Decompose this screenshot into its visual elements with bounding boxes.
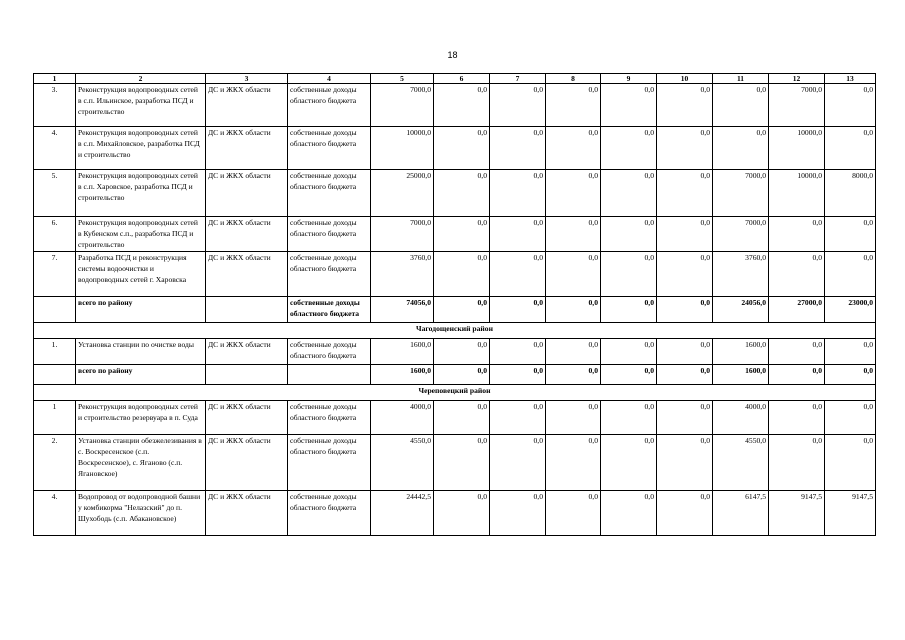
table-cell: 0,0 — [657, 339, 713, 365]
table-cell: собственные доходы областного бюджета — [288, 491, 371, 536]
table-cell: 24056,0 — [713, 297, 769, 323]
table-cell: 3. — [34, 84, 76, 127]
table-cell: 0,0 — [490, 401, 546, 435]
table-cell: 0,0 — [490, 127, 546, 170]
header-cell: 1 — [34, 74, 76, 84]
header-cell: 2 — [76, 74, 206, 84]
table-row — [34, 217, 876, 252]
table-cell: 4000,0 — [713, 401, 769, 435]
table-cell: 0,0 — [657, 252, 713, 297]
table-cell: 0,0 — [434, 401, 490, 435]
table-cell: 0,0 — [490, 217, 546, 252]
total-row — [34, 365, 876, 385]
table-cell: 24442,5 — [371, 491, 434, 536]
table-cell: 7000,0 — [713, 170, 769, 217]
section-title: Череповецкий район — [34, 385, 876, 401]
table-cell: Реконструкция водопроводных сетей в с.п. Харовское, разработка ПСД и строительство — [76, 170, 206, 217]
table-cell: 0,0 — [825, 339, 876, 365]
table-cell: 2. — [34, 435, 76, 491]
table-cell: 10000,0 — [371, 127, 434, 170]
header-cell: 7 — [490, 74, 546, 84]
table-cell: 1600,0 — [371, 339, 434, 365]
table-cell: 0,0 — [546, 170, 601, 217]
table-cell — [34, 297, 76, 323]
table-cell: 1600,0 — [713, 339, 769, 365]
table-row — [34, 435, 876, 491]
table-cell: 6. — [34, 217, 76, 252]
table-cell: 1 — [34, 401, 76, 435]
table-cell: 0,0 — [601, 339, 657, 365]
table-cell: собственные доходы областного бюджета — [288, 84, 371, 127]
table-cell: 0,0 — [601, 252, 657, 297]
table-cell: собственные доходы областного бюджета — [288, 339, 371, 365]
table-cell: Реконструкция водопроводных сетей в с.п. Михайловское, разработка ПСД и строительство — [76, 127, 206, 170]
table-cell — [288, 365, 371, 385]
table-cell: собственные доходы областного бюджета — [288, 401, 371, 435]
page-number: 18 — [447, 50, 458, 60]
table-cell: 4. — [34, 491, 76, 536]
table-cell: 7000,0 — [713, 217, 769, 252]
table-cell: 0,0 — [490, 435, 546, 491]
table-row — [34, 401, 876, 435]
table-cell: 7000,0 — [371, 84, 434, 127]
table-cell: 0,0 — [601, 217, 657, 252]
table-cell — [206, 365, 288, 385]
header-cell: 11 — [713, 74, 769, 84]
table-cell: 0,0 — [434, 297, 490, 323]
table-cell: 1. — [34, 339, 76, 365]
table-cell: 3760,0 — [713, 252, 769, 297]
table-cell: 0,0 — [434, 217, 490, 252]
table-cell: Установка станции обезжелезивания в с. Воскресенское (с.п. Воскресенское), с. Яганово (с.п. Ягановское) — [76, 435, 206, 491]
table-cell: 25000,0 — [371, 170, 434, 217]
table-cell: 0,0 — [657, 435, 713, 491]
table-row — [34, 339, 876, 365]
table-cell: 10000,0 — [769, 170, 825, 217]
table-cell: 3760,0 — [371, 252, 434, 297]
table-cell: 0,0 — [713, 127, 769, 170]
table-cell: 0,0 — [769, 217, 825, 252]
table-cell: всего по району — [76, 297, 206, 323]
table-cell: 0,0 — [825, 84, 876, 127]
table-cell: Реконструкция водопроводных сетей в с.п. Ильинское, разработка ПСД и строительство — [76, 84, 206, 127]
table-cell: 0,0 — [434, 84, 490, 127]
table-cell: Реконструкция водопроводных сетей и строительство резервуара в п. Суда — [76, 401, 206, 435]
table-cell: 8000,0 — [825, 170, 876, 217]
table-cell: 0,0 — [546, 365, 601, 385]
table-cell: собственные доходы областного бюджета — [288, 217, 371, 252]
table-cell: 0,0 — [657, 491, 713, 536]
header-cell: 10 — [657, 74, 713, 84]
table-cell: 0,0 — [601, 84, 657, 127]
table-cell: 0,0 — [769, 365, 825, 385]
table-cell: 0,0 — [490, 365, 546, 385]
table-cell: 0,0 — [825, 252, 876, 297]
table-cell: 0,0 — [434, 435, 490, 491]
table-cell: 0,0 — [434, 491, 490, 536]
table-cell: 4550,0 — [371, 435, 434, 491]
table-cell: 10000,0 — [769, 127, 825, 170]
table-cell: 0,0 — [434, 127, 490, 170]
table-cell: 0,0 — [490, 339, 546, 365]
table-cell: всего по району — [76, 365, 206, 385]
table-cell: 27000,0 — [769, 297, 825, 323]
header-cell: 5 — [371, 74, 434, 84]
table-row — [34, 252, 876, 297]
table-cell: собственные доходы областного бюджета — [288, 127, 371, 170]
section-title: Чагодощенский район — [34, 323, 876, 339]
header-cell: 8 — [546, 74, 601, 84]
table-cell: 9147,5 — [769, 491, 825, 536]
table-cell: 0,0 — [657, 297, 713, 323]
table-cell: 23000,0 — [825, 297, 876, 323]
table-cell: собственные доходы областного бюджета — [288, 297, 371, 323]
table-cell: 0,0 — [601, 491, 657, 536]
table-cell: 0,0 — [601, 127, 657, 170]
table-cell: 0,0 — [490, 297, 546, 323]
table-cell: 0,0 — [490, 252, 546, 297]
table-cell — [206, 297, 288, 323]
table-row — [34, 127, 876, 170]
table-cell: 0,0 — [546, 252, 601, 297]
table-cell: 0,0 — [434, 365, 490, 385]
header-cell: 9 — [601, 74, 657, 84]
table-cell: ДС и ЖКХ области — [206, 127, 288, 170]
table-cell: 1600,0 — [371, 365, 434, 385]
table-cell: 6147,5 — [713, 491, 769, 536]
header-row — [34, 74, 876, 84]
table-cell: ДС и ЖКХ области — [206, 84, 288, 127]
table-cell: ДС и ЖКХ области — [206, 491, 288, 536]
table-cell: 0,0 — [769, 252, 825, 297]
table-cell: ДС и ЖКХ области — [206, 435, 288, 491]
header-cell: 13 — [825, 74, 876, 84]
total-row — [34, 297, 876, 323]
table-cell: 0,0 — [657, 127, 713, 170]
table-cell: 0,0 — [546, 339, 601, 365]
table-cell: 0,0 — [601, 365, 657, 385]
table-cell: 0,0 — [657, 170, 713, 217]
table-cell: собственные доходы областного бюджета — [288, 170, 371, 217]
table-cell: 0,0 — [769, 401, 825, 435]
table-cell: 0,0 — [825, 435, 876, 491]
header-cell: 4 — [288, 74, 371, 84]
table-cell: 0,0 — [825, 401, 876, 435]
table-cell: ДС и ЖКХ области — [206, 217, 288, 252]
table-cell: 1600,0 — [713, 365, 769, 385]
table-cell: 0,0 — [434, 252, 490, 297]
table-cell: Водопровод от водопроводной башни у комбикорма "Нелазский" до п. Шухободь (с.п. Абакановское) — [76, 491, 206, 536]
table-cell: 0,0 — [825, 127, 876, 170]
table-cell: 0,0 — [601, 297, 657, 323]
table-cell — [34, 365, 76, 385]
table-cell: собственные доходы областного бюджета — [288, 252, 371, 297]
table-cell: 4000,0 — [371, 401, 434, 435]
table-cell: 0,0 — [434, 339, 490, 365]
table-cell: 0,0 — [825, 217, 876, 252]
table-cell: Установка станции по очистке воды — [76, 339, 206, 365]
table-cell: 0,0 — [546, 435, 601, 491]
table-cell: 0,0 — [546, 297, 601, 323]
table-cell: 0,0 — [546, 84, 601, 127]
table-cell: 7000,0 — [769, 84, 825, 127]
section-row — [34, 323, 876, 339]
table-cell: 9147,5 — [825, 491, 876, 536]
header-cell: 12 — [769, 74, 825, 84]
table-cell: собственные доходы областного бюджета — [288, 435, 371, 491]
table-cell: 0,0 — [601, 435, 657, 491]
table-cell: ДС и ЖКХ области — [206, 170, 288, 217]
table-cell: 0,0 — [490, 170, 546, 217]
table-cell: ДС и ЖКХ области — [206, 339, 288, 365]
table-cell: ДС и ЖКХ области — [206, 401, 288, 435]
table-cell: 0,0 — [657, 217, 713, 252]
table-cell: Реконструкция водопроводных сетей в Кубенском с.п., разработка ПСД и строительство — [76, 217, 206, 252]
header-cell: 3 — [206, 74, 288, 84]
table-cell: 0,0 — [546, 491, 601, 536]
table-cell: 0,0 — [601, 170, 657, 217]
table-row — [34, 170, 876, 217]
table-cell: 0,0 — [825, 365, 876, 385]
table-cell: 0,0 — [490, 491, 546, 536]
table-cell: 0,0 — [657, 84, 713, 127]
table-cell: 74056,0 — [371, 297, 434, 323]
table-cell: 0,0 — [546, 217, 601, 252]
table-cell: 0,0 — [434, 170, 490, 217]
table-cell: ДС и ЖКХ области — [206, 252, 288, 297]
table-cell: 7. — [34, 252, 76, 297]
table-row — [34, 84, 876, 127]
table-cell: 0,0 — [657, 365, 713, 385]
table-cell: 0,0 — [769, 435, 825, 491]
table-cell: 7000,0 — [371, 217, 434, 252]
table-cell: 0,0 — [713, 84, 769, 127]
table-cell: 0,0 — [657, 401, 713, 435]
table-cell: Разработка ПСД и реконструкция системы водоочистки и водопроводных сетей г. Харовска — [76, 252, 206, 297]
financing-table — [33, 73, 876, 536]
section-row — [34, 385, 876, 401]
table-cell: 0,0 — [546, 127, 601, 170]
table-cell: 4. — [34, 127, 76, 170]
table-cell: 0,0 — [769, 339, 825, 365]
table-row — [34, 491, 876, 536]
header-cell: 6 — [434, 74, 490, 84]
table-cell: 0,0 — [490, 84, 546, 127]
table-cell: 0,0 — [601, 401, 657, 435]
table-cell: 5. — [34, 170, 76, 217]
table-cell: 4550,0 — [713, 435, 769, 491]
table-cell: 0,0 — [546, 401, 601, 435]
